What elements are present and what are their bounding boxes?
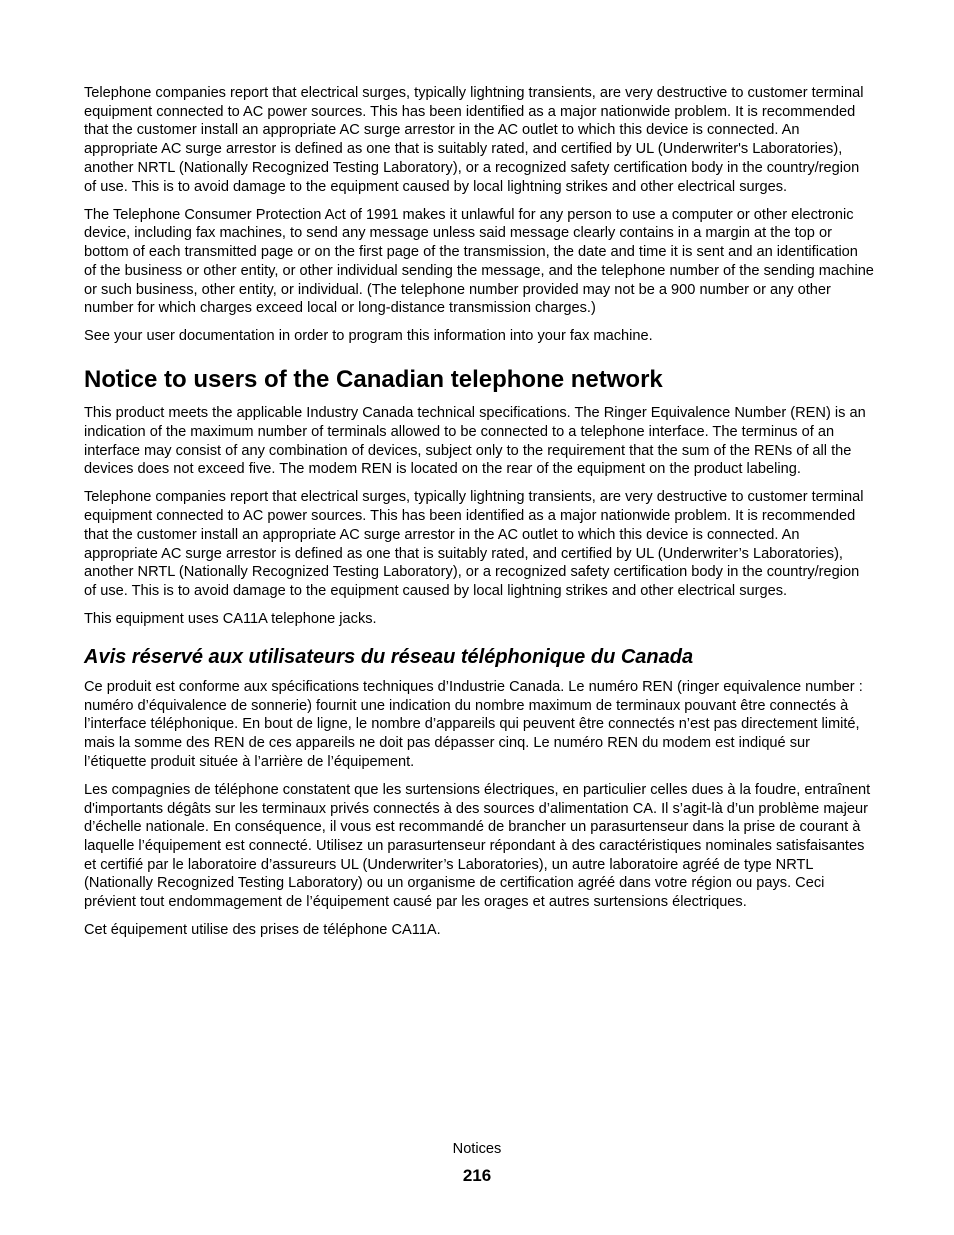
paragraph: See your user documentation in order to program this information into your fax machine. xyxy=(84,328,653,345)
paragraph: Cet équipement utilise des prises de téléphone CA11A. xyxy=(84,922,441,939)
paragraph: This product meets the applicable Industry Canada technical specifications. The Ringer Equivalence Number (REN) is an indication of the maximum number of terminals allowed to be connected to a telephone interface. The terminus of an interface may consist of any combination of devices, subject only to the requirement that the sum of the RENs of all the devices does not exceed five. The modem REN is located on the rear of the equipment on the product labeling. xyxy=(84,405,866,478)
paragraph: Telephone companies report that electrical surges, typically lightning transients, are very destructive to customer terminal equipment connected to AC power sources. This has been identified as a major nationwide problem. It is recommended that the customer install an appropriate AC surge arrestor in the AC outlet to which this device is connected. An appropriate AC surge arrestor is defined as one that is suitably rated, and certified by UL (Underwriter’s Laboratories), another NRTL (Nationally Recognized Testing Laboratory), or a recognized safety certification body in the country/region of use. This is to avoid damage to the equipment caused by local lightning strikes and other electrical surges. xyxy=(84,489,864,599)
paragraph: The Telephone Consumer Protection Act of 1991 makes it unlawful for any person to use a computer or other electronic device, including fax machines, to send any message unless said message clearly contains in a margin at the top or bottom of each transmitted page or on the first page of the transmission, the date and time it is sent and an identification of the business or other entity, or other individual sending the message, and the telephone number of the sending machine or such business, other entity, or individual. (The telephone number provided may not be a 900 number or any other number for which charges exceed local or long-distance transmission charges.) xyxy=(84,206,874,317)
paragraph: Les compagnies de téléphone constatent que les surtensions électriques, en particulier celles dues à la foudre, entraînent d'importants dégâts sur les terminaux privés connectés à des sources d’alimentation CA. Il s’agit-là d’un problème majeur d’échelle nationale. En conséquence, il vous est recommandé de brancher un parasurtenseur dans la prise de courant à laquelle l’équipement est connecté. Utilisez un parasurtenseur répondant à des caractéristiques nominales satisfaisantes et certifié par le laboratoire d’assureurs UL (Underwriter’s Laboratories), un autre laboratoire agréé de type NRTL (Nationally Recognized Testing Laboratory) ou un organisme de certification agréé dans votre région ou pays. Ceci prévient tout endommagement de l’équipement causé par les orages et autres surtensions électriques. xyxy=(84,781,871,911)
footer-section-label: Notices xyxy=(452,1141,502,1157)
paragraph: Telephone companies report that electrical surges, typically lightning transients, are very destructive to customer terminal equipment connected to AC power sources. This has been identified as a major nationwide problem. It is recommended that the customer install an appropriate AC surge arrestor in the AC outlet to which this device is connected. An appropriate AC surge arrestor is defined as one that is suitably rated, and certified by UL (Underwriter's Laboratories), another NRTL (Nationally Recognized Testing Laboratory), or a recognized safety certification body in the country/region of use. This is to avoid damage to the equipment caused by local lightning strikes and other electrical surges. xyxy=(84,85,864,195)
section-heading-french-notice: Avis réservé aux utilisateurs du réseau téléphonique du Canada xyxy=(84,645,694,668)
section-heading-canadian-network: Notice to users of the Canadian telephone network xyxy=(84,366,663,394)
paragraph: Ce produit est conforme aux spécifications techniques d’Industrie Canada. Le numéro REN (ringer equivalence number : numéro d’équivalence de sonnerie) fournit une indication du nombre maximum de terminaux pouvant être connectés à l’interface téléphonique. En bout de ligne, le nombre d’appareils qui peuvent être connectés n’est pas directement limité, mais la somme des REN de ces appareils ne doit pas dépasser cinq. Le numéro REN du modem est indiqué sur l’étiquette produit située à l’arrière de l’équipement. xyxy=(84,678,863,770)
paragraph: This equipment uses CA11A telephone jacks. xyxy=(84,611,377,628)
page-number: 216 xyxy=(462,1166,492,1185)
page-content xyxy=(84,84,874,950)
page-footer xyxy=(0,1139,954,1187)
